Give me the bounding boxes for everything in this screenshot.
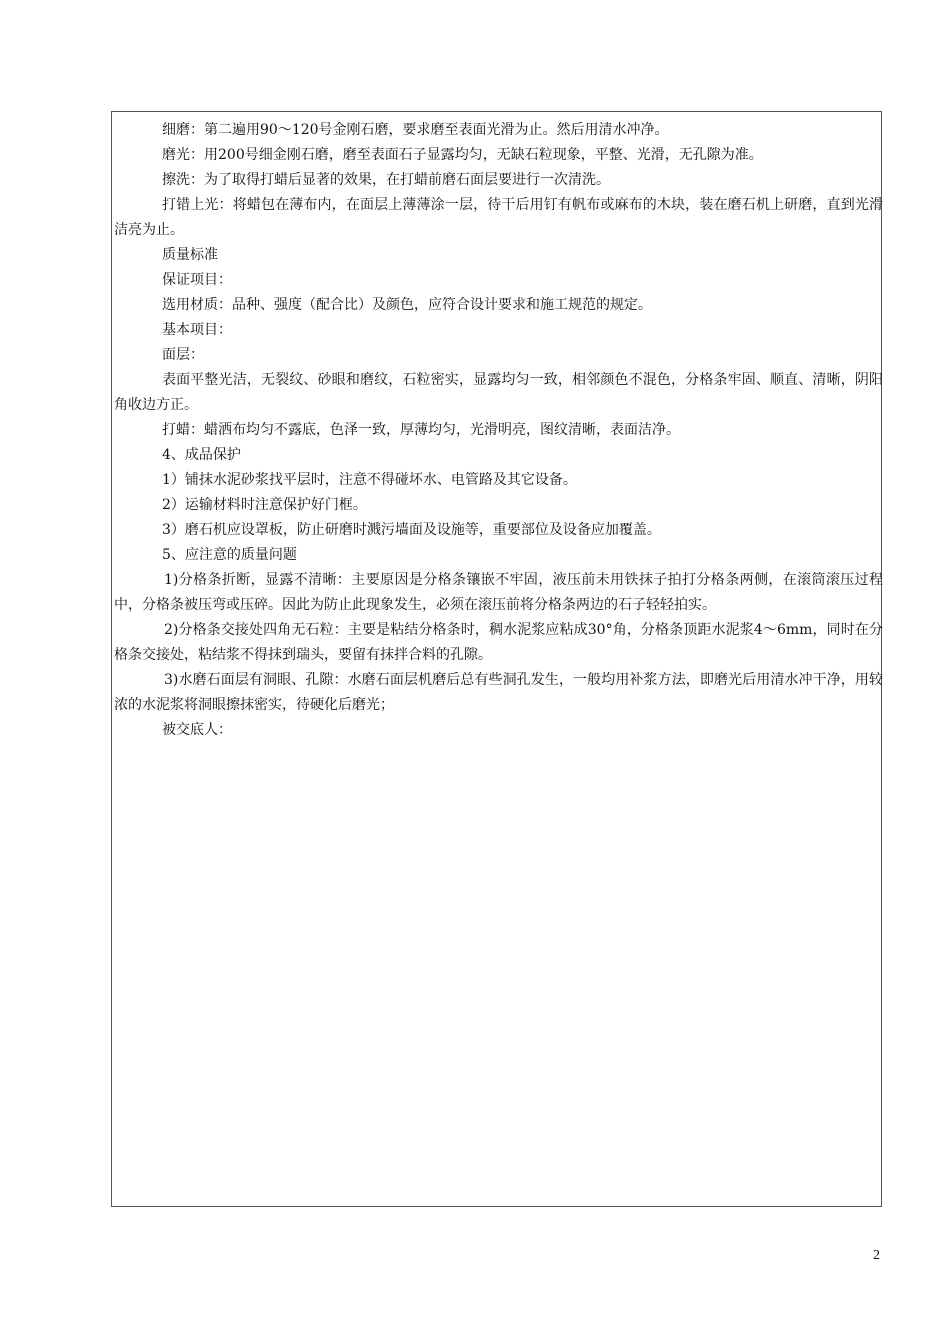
paragraph-wax-requirements: 打蜡：蜡洒布均匀不露底，色泽一致，厚薄均匀，光滑明亮，图纹清晰，表面洁净。	[162, 422, 680, 438]
signature-recipient-label: 被交底人：	[162, 722, 232, 738]
paragraph-fine-grinding: 细磨：第二遍用90～120号金刚石磨，要求磨至表面光滑为止。然后用清水冲净。	[162, 122, 669, 138]
heading-surface-layer: 面层：	[162, 347, 204, 363]
paragraph-polishing: 磨光：用200号细金刚石磨，磨至表面石子显露均匀，无缺石粒现象，平整、光滑，无孔隙为准。	[162, 147, 763, 163]
paragraph-waxing: 打错上光：将蜡包在薄布内，在面层上薄薄涂一层，待干后用钉有帆布或麻布的木块，装在磨石机上研磨，直到光滑洁亮为止。	[114, 197, 883, 238]
heading-quality-issues: 5、应注意的质量问题	[162, 547, 297, 563]
paragraph-cleaning: 擦洗：为了取得打蜡后显著的效果，在打蜡前磨石面层要进行一次清洗。	[162, 172, 610, 188]
heading-product-protection: 4、成品保护	[162, 447, 241, 463]
list-item-issue-3: 3)水磨石面层有洞眼、孔隙：水磨石面层机磨后总有些洞孔发生，一般均用补浆方法，即磨光后用清水冲干净，用较浓的水泥浆将洞眼擦抹密实，待硬化后磨光；	[114, 672, 883, 713]
list-item-protection-2: 2）运输材料时注意保护好门框。	[162, 497, 367, 513]
list-item-protection-3: 3）磨石机应设罩板，防止研磨时溅污墙面及设施等，重要部位及设备应加覆盖。	[162, 522, 661, 538]
heading-basic-items: 基本项目：	[162, 322, 232, 338]
disclosure-table-cell	[111, 111, 882, 1207]
heading-guarantee-items: 保证项目：	[162, 272, 232, 288]
paragraph-materials: 选用材质：品种、强度（配合比）及颜色，应符合设计要求和施工规范的规定。	[162, 297, 652, 313]
list-item-issue-2: 2)分格条交接处四角无石粒：主要是粘结分格条时，稠水泥浆应粘成30°角，分格条顶距水泥浆4～6mm，同时在分格条交接处，粘结浆不得抹到瑞头，要留有抹拌合料的孔隙。	[114, 622, 883, 663]
list-item-issue-1: 1)分格条折断，显露不清晰：主要原因是分格条镶嵌不牢固，液压前未用铁抹子拍打分格条两侧，在滚筒滚压过程中，分格条被压弯或压碎。因此为防止此现象发生，必须在滚压前将分格条两边的石子轻轻拍实。	[114, 572, 883, 613]
paragraph-surface-requirements: 表面平整光洁，无裂纹、砂眼和磨纹，石粒密实，显露均匀一致，相邻颜色不混色，分格条牢固、顺直、清晰，阴阳角收边方正。	[114, 372, 883, 413]
disclosure-content	[112, 118, 891, 743]
heading-quality-standard: 质量标准	[162, 247, 218, 263]
page-number: 2	[873, 1248, 880, 1263]
list-item-protection-1: 1）铺抹水泥砂浆找平层时，注意不得碰坏水、电管路及其它设备。	[162, 472, 577, 488]
